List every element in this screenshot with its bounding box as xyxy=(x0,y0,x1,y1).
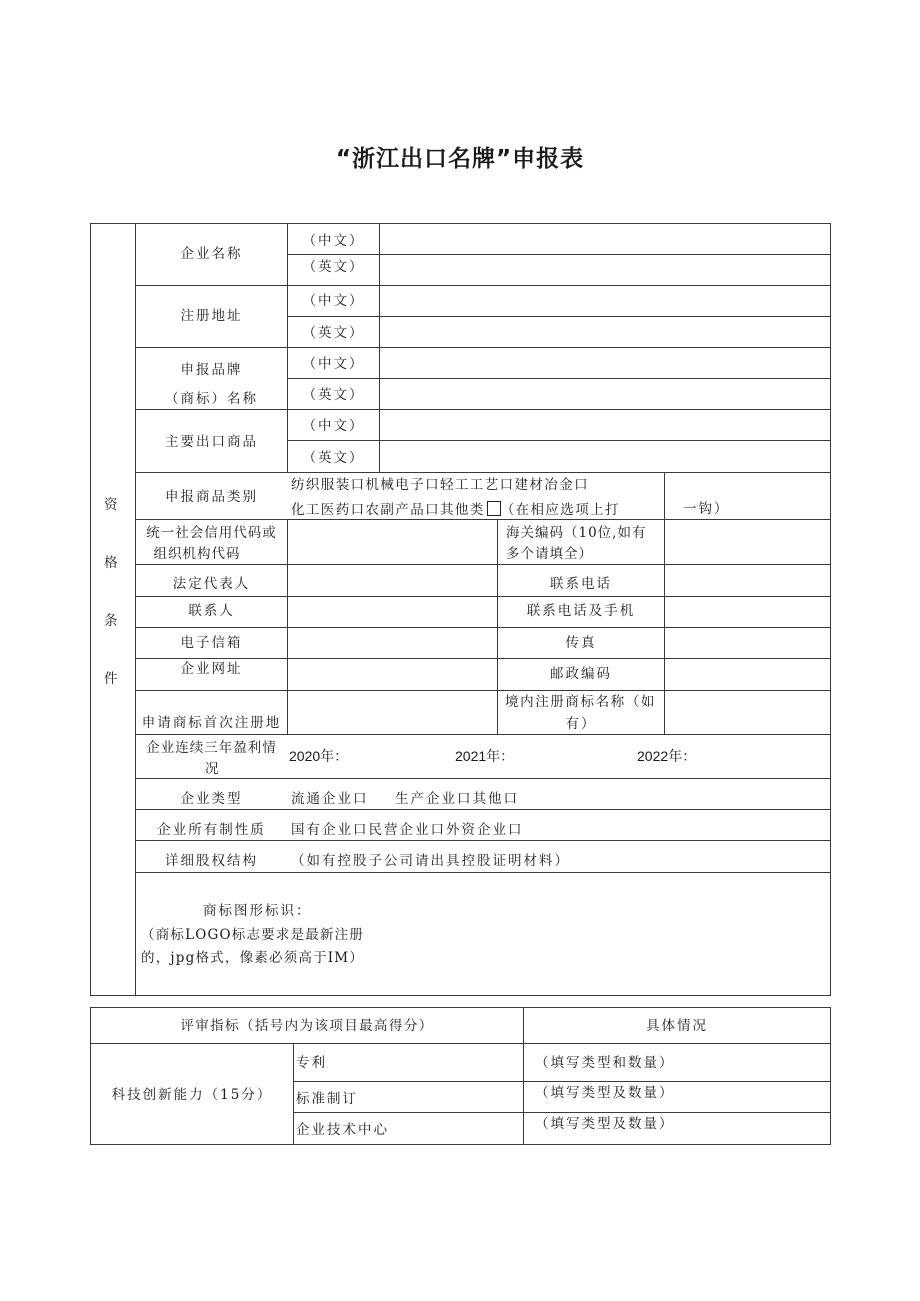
main-products-en-field[interactable] xyxy=(381,442,829,471)
side-label-char: 格 xyxy=(104,555,118,571)
email-field[interactable] xyxy=(289,629,495,657)
category-note: （在相应选项上打 xyxy=(500,502,620,518)
postal-code-label: 邮政编码 xyxy=(550,666,612,682)
lang-en-label: （英文） xyxy=(302,325,365,341)
page-title: “浙江出口名牌”申报表 xyxy=(335,146,585,172)
domestic-tm-field[interactable] xyxy=(666,692,828,733)
customs-code-label-line2: 多个请填全） xyxy=(506,546,593,562)
main-products-label: 主要出口商品 xyxy=(165,434,258,450)
eval-item-detail[interactable]: （填写类型及数量） xyxy=(535,1116,675,1132)
profit-label: 企业连续三年盈利情 xyxy=(146,740,277,756)
category-options-line2[interactable] xyxy=(291,501,620,518)
category-label: 申报商品类别 xyxy=(165,489,258,505)
other-checkbox[interactable] xyxy=(487,501,501,516)
lang-cn-label: （中文） xyxy=(302,233,365,249)
company-name-en-field[interactable] xyxy=(381,256,829,284)
lang-en-label: （英文） xyxy=(302,450,365,466)
ownership-options[interactable]: 国有企业口民营企业口外资企业口 xyxy=(291,822,524,838)
lang-cn-label: （中文） xyxy=(302,293,365,309)
ownership-label: 企业所有制性质 xyxy=(157,822,266,838)
reg-address-cn-field[interactable] xyxy=(381,288,829,314)
company-type-options[interactable]: 流通企业口 xyxy=(291,791,369,807)
logo-upload-area[interactable] xyxy=(400,876,828,992)
company-type-label: 企业类型 xyxy=(180,791,243,807)
lang-cn-label: （中文） xyxy=(302,356,365,372)
eval-item-detail[interactable]: （填写类型及数量） xyxy=(535,1085,675,1101)
profit-2020-field[interactable]: 2020年： xyxy=(289,748,349,764)
first-reg-label: 申请商标首次注册地 xyxy=(141,715,282,731)
company-name-label: 企业名称 xyxy=(180,246,243,262)
profit-2022-field[interactable]: 2022年： xyxy=(637,748,697,764)
website-label: 企业网址 xyxy=(180,661,243,677)
category-options-line1[interactable]: 纺织服装口机械电子口轻工工艺口建材冶金口 xyxy=(291,477,589,493)
brand-name-label: 申报品牌 xyxy=(180,362,243,378)
reg-address-label: 注册地址 xyxy=(180,308,243,324)
eval-item-name: 专利 xyxy=(296,1055,327,1071)
domestic-tm-label: 境内注册商标名称（如 xyxy=(505,694,656,710)
email-label: 电子信箱 xyxy=(180,635,243,651)
lang-en-label: （英文） xyxy=(302,259,365,275)
customs-code-field[interactable] xyxy=(666,521,828,563)
logo-requirement-line2: 的，jpg格式，像素必须高于IM） xyxy=(141,950,365,966)
contact-phone-mobile-field[interactable] xyxy=(666,598,828,626)
category-options-text: 化工医药口农副产品口其他类 xyxy=(291,502,485,518)
equity-label: 详细股权结构 xyxy=(165,853,258,869)
profit-label-line2: 况 xyxy=(205,761,221,777)
side-label-char: 条 xyxy=(104,613,118,629)
brand-name-label-line2: （商标）名称 xyxy=(165,391,258,407)
lang-en-label: （英文） xyxy=(302,387,365,403)
credit-code-label: 统一社会信用代码或 xyxy=(146,525,277,541)
first-reg-field[interactable] xyxy=(289,692,495,733)
logo-label: 商标图形标识： xyxy=(203,903,312,919)
profit-2021-field[interactable]: 2021年： xyxy=(455,748,515,764)
brand-name-cn-field[interactable] xyxy=(381,350,829,376)
company-name-cn-field[interactable] xyxy=(381,227,829,253)
eval-header-left: 评审指标（括号内为该项目最高得分） xyxy=(180,1018,434,1034)
contact-field[interactable] xyxy=(289,598,495,626)
contact-phone-field[interactable] xyxy=(666,566,828,595)
fax-field[interactable] xyxy=(666,629,828,657)
lang-cn-label: （中文） xyxy=(302,418,365,434)
side-label-char: 资 xyxy=(104,497,118,513)
postal-code-field[interactable] xyxy=(666,660,828,689)
contact-label: 联系人 xyxy=(188,603,235,619)
credit-code-label-line2: 组织机构代码 xyxy=(153,546,241,562)
domestic-tm-label-line2: 有） xyxy=(565,716,597,732)
legal-rep-field[interactable] xyxy=(289,566,495,595)
contact-phone-mobile-label: 联系电话及手机 xyxy=(526,603,636,619)
reg-address-en-field[interactable] xyxy=(381,318,829,346)
eval-item-name: 企业技术中心 xyxy=(296,1122,389,1138)
fax-label: 传真 xyxy=(565,635,597,651)
main-products-cn-field[interactable] xyxy=(381,412,829,438)
company-type-options-2[interactable]: 生产企业口其他口 xyxy=(395,791,519,807)
legal-rep-label: 法定代表人 xyxy=(172,576,251,592)
brand-name-en-field[interactable] xyxy=(381,380,829,408)
eval-header-right: 具体情况 xyxy=(646,1018,708,1034)
customs-code-label: 海关编码（10位,如有 xyxy=(506,525,647,541)
eval-item-detail[interactable]: （填写类型和数量） xyxy=(535,1055,675,1071)
credit-code-field[interactable] xyxy=(289,521,495,563)
equity-note: （如有控股子公司请出具控股证明材料） xyxy=(291,853,570,869)
contact-phone-label: 联系电话 xyxy=(550,576,612,592)
eval-item-name: 标准制订 xyxy=(296,1091,358,1107)
website-field[interactable] xyxy=(289,660,495,689)
side-label-char: 件 xyxy=(104,671,118,687)
eval-category: 科技创新能力（15分） xyxy=(111,1087,273,1103)
category-note-end: 一钩） xyxy=(683,501,730,517)
logo-requirement-line1: （商标LOGO标志要求是最新注册 xyxy=(141,927,365,943)
